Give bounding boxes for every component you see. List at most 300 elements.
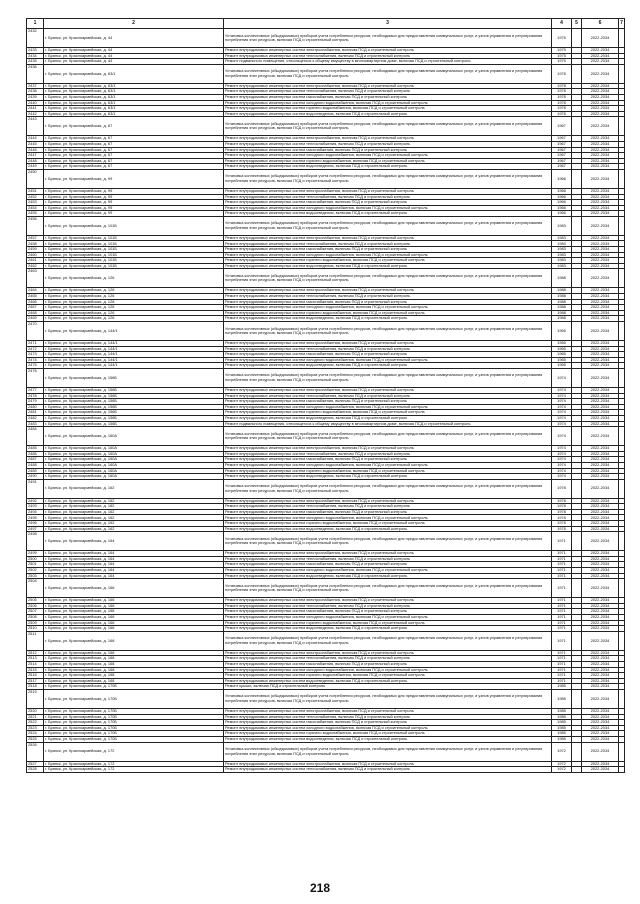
address-cell: г. Брянск, ул. Красноармейская, д. 126 xyxy=(44,288,224,294)
period-cell: 2022-2034 xyxy=(582,399,619,405)
period-cell: 2022-2034 xyxy=(582,111,619,117)
address-cell: г. Брянск, ул. Красноармейская, д. 166 xyxy=(44,609,224,615)
row-number: 2513 xyxy=(27,656,44,662)
period-cell: 2022-2034 xyxy=(582,288,619,294)
empty-cell xyxy=(619,479,625,498)
address-cell: г. Брянск, ул. Красноармейская, д. 63/1 xyxy=(44,106,224,112)
year-cell: 1975 xyxy=(552,48,572,54)
empty-cell xyxy=(619,322,625,341)
work-type-cell: Ремонт внутридомовых инженерных систем электроснабжения, включая ПСД и строительный контроль xyxy=(224,498,552,504)
address-cell: г. Брянск, ул. Красноармейская, д. 164 xyxy=(44,551,224,557)
address-cell: г. Брянск, ул. Красноармейская, д. 160А xyxy=(44,468,224,474)
row-number: 2467 xyxy=(27,305,44,311)
period-cell: 2022-2034 xyxy=(582,169,619,188)
period-cell: 2022-2034 xyxy=(582,100,619,106)
period-cell: 2022-2034 xyxy=(582,504,619,510)
year-cell: 1988 xyxy=(552,310,572,316)
row-number: 2503 xyxy=(27,573,44,579)
year-cell: 1985 xyxy=(552,736,572,742)
year-cell: 1971 xyxy=(552,667,572,673)
period-cell: 2022-2034 xyxy=(582,736,619,742)
empty-cell xyxy=(619,427,625,446)
address-cell: г. Брянск, ул. Красноармейская, д. 101Б xyxy=(44,263,224,269)
period-cell: 2022-2034 xyxy=(582,761,619,767)
row-number: 2525 xyxy=(27,736,44,742)
period-cell: 2022-2034 xyxy=(582,656,619,662)
empty-cell xyxy=(572,631,582,650)
period-cell: 2022-2034 xyxy=(582,216,619,235)
period-cell: 2022-2034 xyxy=(582,714,619,720)
empty-cell xyxy=(619,64,625,83)
year-cell: 1983 xyxy=(552,241,572,247)
address-cell: г. Брянск, ул. Красноармейская, д. 156Б xyxy=(44,399,224,405)
row-number: 2512 xyxy=(27,650,44,656)
year-cell: 1966 xyxy=(552,194,572,200)
work-type-cell: Установка коллективных (общедомовых) приборов учета потребления ресурсов, необходимых для предоставления коммунальных услуг, и узлов управления и регулирования потребления этих ресурсов, включая ПСД и строительный контроль xyxy=(224,322,552,341)
period-cell: 2022-2034 xyxy=(582,573,619,579)
work-type-cell: Установка коллективных (общедомовых) приборов учета потребления ресурсов, необходимых для предоставления коммунальных услуг, и узлов управления и регулирования потребления этих ресурсов, включая ПСД и строительный контроль xyxy=(224,427,552,446)
row-number: 2498 xyxy=(27,532,44,551)
period-cell: 2022-2034 xyxy=(582,667,619,673)
empty-cell xyxy=(619,579,625,598)
address-cell: г. Брянск, ул. Красноармейская, д. 166 xyxy=(44,603,224,609)
work-type-cell: Ремонт внутридомовых инженерных систем газоснабжения, включая ПСД и строительный контроль xyxy=(224,352,552,358)
year-cell: 1974 xyxy=(552,368,572,387)
year-cell: 1978 xyxy=(552,526,572,532)
period-cell: 2022-2034 xyxy=(582,59,619,65)
address-cell: г. Брянск, ул. Красноармейская, д. 144/1 xyxy=(44,363,224,369)
year-cell: 1966 xyxy=(552,205,572,211)
year-cell: 1978 xyxy=(552,479,572,498)
work-type-cell: Ремонт внутридомовых инженерных систем водоотведения, включая ПСД и строительный контроль xyxy=(224,736,552,742)
work-type-cell: Ремонт внутридомовых инженерных систем электроснабжения, включая ПСД и строительный контроль xyxy=(224,650,552,656)
column-header: 6 xyxy=(582,19,619,29)
address-cell: г. Брянск, ул. Красноармейская, д. 156Б xyxy=(44,387,224,393)
year-cell: 1971 xyxy=(552,568,572,574)
year-cell: 1971 xyxy=(552,656,572,662)
row-number: 2527 xyxy=(27,761,44,767)
year-cell: 1967 xyxy=(552,117,572,136)
work-type-cell: Установка коллективных (общедомовых) приборов учета потребления ресурсов, необходимых для предоставления коммунальных услуг, и узлов управления и регулирования потребления этих ресурсов, включая ПСД и строительный контроль xyxy=(224,532,552,551)
work-type-cell: Ремонт внутридомовых инженерных систем горячего водоснабжения, включая ПСД и строительный контроль xyxy=(224,731,552,737)
address-cell: г. Брянск, ул. Красноармейская, д. 67 xyxy=(44,164,224,170)
address-cell: г. Брянск, ул. Красноармейская, д. 44 xyxy=(44,29,224,48)
year-cell: 1983 xyxy=(552,235,572,241)
work-type-cell: Ремонт внутридомовых инженерных систем газоснабжения, включая ПСД и строительный контроль xyxy=(224,609,552,615)
period-cell: 2022-2034 xyxy=(582,579,619,598)
row-number: 2464 xyxy=(27,288,44,294)
period-cell: 2022-2034 xyxy=(582,678,619,684)
year-cell: 1974 xyxy=(552,462,572,468)
empty-cell xyxy=(572,269,582,288)
period-cell: 2022-2034 xyxy=(582,462,619,468)
work-type-cell: Ремонт внутридомовых инженерных систем теплоснабжения, включая ПСД и строительный контроль xyxy=(224,504,552,510)
work-type-cell: Ремонт внутридомовых инженерных систем холодного водоснабжения, включая ПСД и строительный контроль xyxy=(224,615,552,621)
address-cell: г. Брянск, ул. Красноармейская, д. 99 xyxy=(44,200,224,206)
empty-cell xyxy=(572,64,582,83)
year-cell: 1974 xyxy=(552,474,572,480)
period-cell: 2022-2034 xyxy=(582,661,619,667)
work-type-cell: Ремонт крыши, включая ПСД и строительный контроль xyxy=(224,684,552,690)
period-cell: 2022-2034 xyxy=(582,322,619,341)
work-type-cell: Ремонт внутридомовых инженерных систем теплоснабжения, включая ПСД и строительный контроль xyxy=(224,89,552,95)
table-row xyxy=(27,532,625,551)
table-row xyxy=(27,579,625,598)
work-type-cell: Установка коллективных (общедомовых) приборов учета потребления ресурсов, необходимых для предоставления коммунальных услуг, и узлов управления и регулирования потребления этих ресурсов, включая ПСД и строительный контроль xyxy=(224,479,552,498)
column-header: 2 xyxy=(44,19,224,29)
period-cell: 2022-2034 xyxy=(582,94,619,100)
work-type-cell: Установка коллективных (общедомовых) приборов учета потребления ресурсов, необходимых для предоставления коммунальных услуг, и узлов управления и регулирования потребления этих ресурсов, включая ПСД и строительный контроль xyxy=(224,29,552,48)
address-cell: г. Брянск, ул. Красноармейская, д. 126 xyxy=(44,294,224,300)
year-cell: 1988 xyxy=(552,305,572,311)
address-cell: г. Брянск, ул. Красноармейская, д. 168 xyxy=(44,631,224,650)
address-cell: г. Брянск, ул. Красноармейская, д. 162 xyxy=(44,521,224,527)
period-cell: 2022-2034 xyxy=(582,673,619,679)
work-type-cell: Ремонт внутридомовых инженерных систем электроснабжения, включая ПСД и строительный контроль xyxy=(224,761,552,767)
period-cell: 2022-2034 xyxy=(582,532,619,551)
row-number: 2524 xyxy=(27,731,44,737)
row-number: 2493 xyxy=(27,504,44,510)
year-cell: 1988 xyxy=(552,299,572,305)
work-type-cell: Установка коллективных (общедомовых) приборов учета потребления ресурсов, необходимых для предоставления коммунальных услуг, и узлов управления и регулирования потребления этих ресурсов, включая ПСД и строительный контроль xyxy=(224,169,552,188)
year-cell: 1971 xyxy=(552,532,572,551)
row-number: 2460 xyxy=(27,252,44,258)
work-type-cell: Ремонт внутридомовых инженерных систем горячего водоснабжения, включая ПСД и строительный контроль xyxy=(224,410,552,416)
address-cell: г. Брянск, ул. Красноармейская, д. 172 xyxy=(44,761,224,767)
year-cell: 1971 xyxy=(552,609,572,615)
work-type-cell: Ремонт внутридомовых инженерных систем водоотведения, включая ПСД и строительный контроль xyxy=(224,316,552,322)
row-number: 2438 xyxy=(27,89,44,95)
period-cell: 2022-2034 xyxy=(582,742,619,761)
address-cell: г. Брянск, ул. Красноармейская, д. 126 xyxy=(44,310,224,316)
work-type-cell: Ремонт внутридомовых инженерных систем горячего водоснабжения, включая ПСД и строительный контроль xyxy=(224,158,552,164)
period-cell: 2022-2034 xyxy=(582,310,619,316)
row-number: 2517 xyxy=(27,678,44,684)
work-type-cell: Ремонт внутридомовых инженерных систем газоснабжения, включая ПСД и строительный контроль xyxy=(224,399,552,405)
row-number: 2504 xyxy=(27,579,44,598)
year-cell: 1965 xyxy=(552,341,572,347)
work-type-cell: Установка коллективных (общедомовых) приборов учета потребления ресурсов, необходимых для предоставления коммунальных услуг, и узлов управления и регулирования потребления этих ресурсов, включая ПСД и строительный контроль xyxy=(224,631,552,650)
period-cell: 2022-2034 xyxy=(582,631,619,650)
work-type-cell: Ремонт внутридомовых инженерных систем электроснабжения, включая ПСД и строительный контроль xyxy=(224,446,552,452)
work-type-cell: Ремонт внутридомовых инженерных систем газоснабжения, включая ПСД и строительный контроль xyxy=(224,200,552,206)
work-type-cell: Ремонт внутридомовых инженерных систем горячего водоснабжения, включая ПСД и строительный контроль xyxy=(224,673,552,679)
year-cell: 1967 xyxy=(552,158,572,164)
address-cell: г. Брянск, ул. Красноармейская, д. 166 xyxy=(44,626,224,632)
year-cell: 1978 xyxy=(552,94,572,100)
year-cell: 1972 xyxy=(552,767,572,773)
address-cell: г. Брянск, ул. Красноармейская, д. 156Б xyxy=(44,404,224,410)
address-cell: г. Брянск, ул. Красноармейская, д. 168 xyxy=(44,673,224,679)
row-number: 2450 xyxy=(27,169,44,188)
year-cell: 1988 xyxy=(552,294,572,300)
year-cell: 1983 xyxy=(552,252,572,258)
period-cell: 2022-2034 xyxy=(582,305,619,311)
document-page xyxy=(26,18,624,773)
work-type-cell: Ремонт внутридомовых инженерных систем горячего водоснабжения, включая ПСД и строительный контроль xyxy=(224,521,552,527)
address-cell: г. Брянск, ул. Красноармейская, д. 168 xyxy=(44,661,224,667)
row-number: 2506 xyxy=(27,603,44,609)
work-type-cell: Ремонт внутридомовых инженерных систем холодного водоснабжения, включая ПСД и строительный контроль xyxy=(224,205,552,211)
period-cell: 2022-2034 xyxy=(582,521,619,527)
empty-cell xyxy=(619,532,625,551)
empty-cell xyxy=(572,368,582,387)
address-cell: г. Брянск, ул. Красноармейская, д. 63/1 xyxy=(44,94,224,100)
period-cell: 2022-2034 xyxy=(582,457,619,463)
row-number: 2505 xyxy=(27,598,44,604)
work-type-cell: Ремонт внутридомовых инженерных систем электроснабжения, включая ПСД и строительный контроль xyxy=(224,551,552,557)
work-type-cell: Ремонт внутридомовых инженерных систем электроснабжения, включая ПСД и строительный контроль xyxy=(224,188,552,194)
address-cell: г. Брянск, ул. Красноармейская, д. 144/1 xyxy=(44,357,224,363)
table-row xyxy=(27,742,625,761)
empty-cell xyxy=(572,579,582,598)
year-cell: 1966 xyxy=(552,211,572,217)
year-cell: 1985 xyxy=(552,708,572,714)
year-cell: 1965 xyxy=(552,357,572,363)
address-cell: г. Брянск, ул. Красноармейская, д. 162 xyxy=(44,504,224,510)
empty-cell xyxy=(572,216,582,235)
row-number: 2494 xyxy=(27,509,44,515)
address-cell: г. Брянск, ул. Красноармейская, д. 67 xyxy=(44,141,224,147)
row-number: 2479 xyxy=(27,399,44,405)
year-cell: 1966 xyxy=(552,188,572,194)
row-number: 2452 xyxy=(27,194,44,200)
row-number: 2440 xyxy=(27,100,44,106)
row-number: 2510 xyxy=(27,626,44,632)
address-cell: г. Брянск, ул. Красноармейская, д. 168 xyxy=(44,678,224,684)
work-type-cell: Ремонт внутридомовых инженерных систем газоснабжения, включая ПСД и строительный контроль xyxy=(224,509,552,515)
address-cell: г. Брянск, ул. Красноармейская, д. 44 xyxy=(44,53,224,59)
address-cell: г. Брянск, ул. Красноармейская, д. 166 xyxy=(44,579,224,598)
year-cell: 1975 xyxy=(552,59,572,65)
address-cell: г. Брянск, ул. Красноармейская, д. 44 xyxy=(44,59,224,65)
year-cell: 1978 xyxy=(552,100,572,106)
year-cell: 1967 xyxy=(552,147,572,153)
year-cell: 1965 xyxy=(552,322,572,341)
work-type-cell: Ремонт внутридомовых инженерных систем холодного водоснабжения, включая ПСД и строительный контроль xyxy=(224,462,552,468)
period-cell: 2022-2034 xyxy=(582,158,619,164)
year-cell: 1978 xyxy=(552,106,572,112)
year-cell: 1985 xyxy=(552,714,572,720)
row-number: 2495 xyxy=(27,515,44,521)
period-cell: 2022-2034 xyxy=(582,404,619,410)
row-number: 2465 xyxy=(27,294,44,300)
year-cell: 1967 xyxy=(552,141,572,147)
work-type-cell: Ремонт внутридомовых инженерных систем электроснабжения, включая ПСД и строительный контроль xyxy=(224,387,552,393)
year-cell: 1983 xyxy=(552,216,572,235)
work-type-cell: Ремонт внутридомовых инженерных систем электроснабжения, включая ПСД и строительный контроль xyxy=(224,235,552,241)
year-cell: 1971 xyxy=(552,615,572,621)
row-number: 2478 xyxy=(27,393,44,399)
work-type-cell: Ремонт внутридомовых инженерных систем водоотведения, включая ПСД и строительный контроль xyxy=(224,678,552,684)
address-cell: г. Брянск, ул. Красноармейская, д. 164 xyxy=(44,568,224,574)
table-row xyxy=(27,216,625,235)
address-cell: г. Брянск, ул. Красноармейская, д. 170Б xyxy=(44,720,224,726)
period-cell: 2022-2034 xyxy=(582,720,619,726)
work-type-cell: Ремонт внутридомовых инженерных систем водоотведения, включая ПСД и строительный контроль xyxy=(224,626,552,632)
row-number: 2459 xyxy=(27,247,44,253)
empty-cell xyxy=(619,169,625,188)
period-cell: 2022-2034 xyxy=(582,341,619,347)
row-number: 2500 xyxy=(27,556,44,562)
address-cell: г. Брянск, ул. Красноармейская, д. 164 xyxy=(44,573,224,579)
year-cell: 1971 xyxy=(552,579,572,598)
work-type-cell: Ремонт внутридомовых инженерных систем водоотведения, включая ПСД и строительный контроль xyxy=(224,573,552,579)
row-number: 2488 xyxy=(27,462,44,468)
work-type-cell: Ремонт внутридомовых инженерных систем газоснабжения, включая ПСД и строительный контроль xyxy=(224,457,552,463)
period-cell: 2022-2034 xyxy=(582,767,619,773)
row-number: 2511 xyxy=(27,631,44,650)
period-cell: 2022-2034 xyxy=(582,468,619,474)
row-number: 2520 xyxy=(27,708,44,714)
period-cell: 2022-2034 xyxy=(582,603,619,609)
row-number: 2439 xyxy=(27,94,44,100)
work-type-cell: Установка коллективных (общедомовых) приборов учета потребления ресурсов, необходимых для предоставления коммунальных услуг, и узлов управления и регулирования потребления этих ресурсов, включая ПСД и строительный контроль xyxy=(224,216,552,235)
empty-cell xyxy=(572,29,582,48)
year-cell: 1972 xyxy=(552,742,572,761)
work-type-cell: Ремонт внутридомовых инженерных систем холодного водоснабжения, включая ПСД и строительный контроль xyxy=(224,515,552,521)
row-number: 2432 xyxy=(27,29,44,48)
period-cell: 2022-2034 xyxy=(582,194,619,200)
empty-cell xyxy=(619,368,625,387)
period-cell: 2022-2034 xyxy=(582,53,619,59)
year-cell: 1971 xyxy=(552,603,572,609)
period-cell: 2022-2034 xyxy=(582,620,619,626)
period-cell: 2022-2034 xyxy=(582,258,619,264)
period-cell: 2022-2034 xyxy=(582,29,619,48)
work-type-cell: Ремонт внутридомовых инженерных систем теплоснабжения, включая ПСД и строительный контроль xyxy=(224,141,552,147)
table-row xyxy=(27,368,625,387)
address-cell: г. Брянск, ул. Красноармейская, д. 156Б xyxy=(44,410,224,416)
empty-cell xyxy=(572,117,582,136)
address-cell: г. Брянск, ул. Красноармейская, д. 162 xyxy=(44,509,224,515)
year-cell: 1974 xyxy=(552,410,572,416)
year-cell: 1978 xyxy=(552,521,572,527)
period-cell: 2022-2034 xyxy=(582,609,619,615)
period-cell: 2022-2034 xyxy=(582,615,619,621)
period-cell: 2022-2034 xyxy=(582,526,619,532)
year-cell: 1985 xyxy=(552,684,572,690)
period-cell: 2022-2034 xyxy=(582,731,619,737)
year-cell: 1974 xyxy=(552,446,572,452)
row-number: 2443 xyxy=(27,117,44,136)
row-number: 2526 xyxy=(27,742,44,761)
address-cell: г. Брянск, ул. Красноармейская, д. 170Б xyxy=(44,684,224,690)
address-cell: г. Брянск, ул. Красноармейская, д. 67 xyxy=(44,147,224,153)
period-cell: 2022-2034 xyxy=(582,562,619,568)
period-cell: 2022-2034 xyxy=(582,83,619,89)
work-type-cell: Ремонт внутридомовых инженерных систем водоотведения, включая ПСД и строительный контроль xyxy=(224,111,552,117)
row-number: 2451 xyxy=(27,188,44,194)
year-cell: 1975 xyxy=(552,29,572,48)
year-cell: 1974 xyxy=(552,404,572,410)
work-type-cell: Установка коллективных (общедомовых) приборов учета потребления ресурсов, необходимых для предоставления коммунальных услуг, и узлов управления и регулирования потребления этих ресурсов, включая ПСД и строительный контроль xyxy=(224,269,552,288)
work-type-cell: Ремонт внутридомовых инженерных систем теплоснабжения, включая ПСД и строительный контроль xyxy=(224,603,552,609)
period-cell: 2022-2034 xyxy=(582,368,619,387)
period-cell: 2022-2034 xyxy=(582,650,619,656)
work-type-cell: Установка коллективных (общедомовых) приборов учета потребления ресурсов, необходимых для предоставления коммунальных услуг, и узлов управления и регулирования потребления этих ресурсов, включая ПСД и строительный контроль xyxy=(224,64,552,83)
row-number: 2497 xyxy=(27,526,44,532)
year-cell: 1983 xyxy=(552,263,572,269)
row-number: 2499 xyxy=(27,551,44,557)
address-cell: г. Брянск, ул. Красноармейская, д. 99 xyxy=(44,188,224,194)
row-number: 2447 xyxy=(27,153,44,159)
address-cell: г. Брянск, ул. Красноармейская, д. 162 xyxy=(44,526,224,532)
work-type-cell: Ремонт внутридомовых инженерных систем теплоснабжения, включая ПСД и строительный контроль xyxy=(224,53,552,59)
address-cell: г. Брянск, ул. Красноармейская, д. 67 xyxy=(44,153,224,159)
period-cell: 2022-2034 xyxy=(582,479,619,498)
work-type-cell: Установка коллективных (общедомовых) приборов учета потребления ресурсов, необходимых для предоставления коммунальных услуг, и узлов управления и регулирования потребления этих ресурсов, включая ПСД и строительный контроль xyxy=(224,117,552,136)
year-cell: 1978 xyxy=(552,509,572,515)
period-cell: 2022-2034 xyxy=(582,415,619,421)
address-cell: г. Брянск, ул. Красноармейская, д. 164 xyxy=(44,556,224,562)
year-cell: 1972 xyxy=(552,761,572,767)
year-cell: 1985 xyxy=(552,725,572,731)
empty-cell xyxy=(619,689,625,708)
work-type-cell: Ремонт внутридомовых инженерных систем холодного водоснабжения, включая ПСД и строительный контроль xyxy=(224,725,552,731)
period-cell: 2022-2034 xyxy=(582,352,619,358)
year-cell: 1985 xyxy=(552,689,572,708)
address-cell: г. Брянск, ул. Красноармейская, д. 101Б xyxy=(44,216,224,235)
work-type-cell: Ремонт внутридомовых инженерных систем водоотведения, включая ПСД и строительный контроль xyxy=(224,526,552,532)
column-header: 7 xyxy=(619,19,625,29)
period-cell: 2022-2034 xyxy=(582,48,619,54)
year-cell: 1974 xyxy=(552,393,572,399)
year-cell: 1983 xyxy=(552,258,572,264)
work-type-cell: Ремонт внутридомовых инженерных систем холодного водоснабжения, включая ПСД и строительный контроль xyxy=(224,305,552,311)
period-cell: 2022-2034 xyxy=(582,410,619,416)
work-type-cell: Ремонт внутридомовых инженерных систем газоснабжения, включая ПСД и строительный контроль xyxy=(224,720,552,726)
row-number: 2508 xyxy=(27,615,44,621)
row-number: 2435 xyxy=(27,59,44,65)
row-number: 2483 xyxy=(27,421,44,427)
period-cell: 2022-2034 xyxy=(582,363,619,369)
address-cell: г. Брянск, ул. Красноармейская, д. 63/1 xyxy=(44,111,224,117)
row-number: 2436 xyxy=(27,64,44,83)
period-cell: 2022-2034 xyxy=(582,474,619,480)
year-cell: 1974 xyxy=(552,457,572,463)
page-number: 218 xyxy=(309,881,331,895)
year-cell: 1974 xyxy=(552,399,572,405)
row-number: 2487 xyxy=(27,457,44,463)
period-cell: 2022-2034 xyxy=(582,247,619,253)
address-cell: г. Брянск, ул. Красноармейская, д. 166 xyxy=(44,615,224,621)
work-type-cell: Ремонт внутридомовых инженерных систем горячего водоснабжения, включая ПСД и строительный контроль xyxy=(224,620,552,626)
row-number: 2471 xyxy=(27,341,44,347)
row-number: 2455 xyxy=(27,211,44,217)
address-cell: г. Брянск, ул. Красноармейская, д. 170Б xyxy=(44,731,224,737)
row-number: 2473 xyxy=(27,352,44,358)
year-cell: 1971 xyxy=(552,678,572,684)
period-cell: 2022-2034 xyxy=(582,136,619,142)
year-cell: 1985 xyxy=(552,720,572,726)
row-number: 2477 xyxy=(27,387,44,393)
row-number: 2449 xyxy=(27,164,44,170)
work-type-cell: Установка коллективных (общедомовых) приборов учета потребления ресурсов, необходимых для предоставления коммунальных услуг, и узлов управления и регулирования потребления этих ресурсов, включая ПСД и строительный контроль xyxy=(224,742,552,761)
address-cell: г. Брянск, ул. Красноармейская, д. 144/1 xyxy=(44,346,224,352)
work-type-cell: Ремонт внутридомовых инженерных систем горячего водоснабжения, включая ПСД и строительный контроль xyxy=(224,468,552,474)
row-number: 2485 xyxy=(27,446,44,452)
address-cell: г. Брянск, ул. Красноармейская, д. 160А xyxy=(44,427,224,446)
address-cell: г. Брянск, ул. Красноармейская, д. 160А xyxy=(44,451,224,457)
year-cell: 1971 xyxy=(552,556,572,562)
address-cell: г. Брянск, ул. Красноармейская, д. 101Б xyxy=(44,258,224,264)
row-number: 2462 xyxy=(27,263,44,269)
year-cell: 1983 xyxy=(552,247,572,253)
year-cell: 1978 xyxy=(552,83,572,89)
year-cell: 1988 xyxy=(552,316,572,322)
work-type-cell: Установка коллективных (общедомовых) приборов учета потребления ресурсов, необходимых для предоставления коммунальных услуг, и узлов управления и регулирования потребления этих ресурсов, включая ПСД и строительный контроль xyxy=(224,689,552,708)
